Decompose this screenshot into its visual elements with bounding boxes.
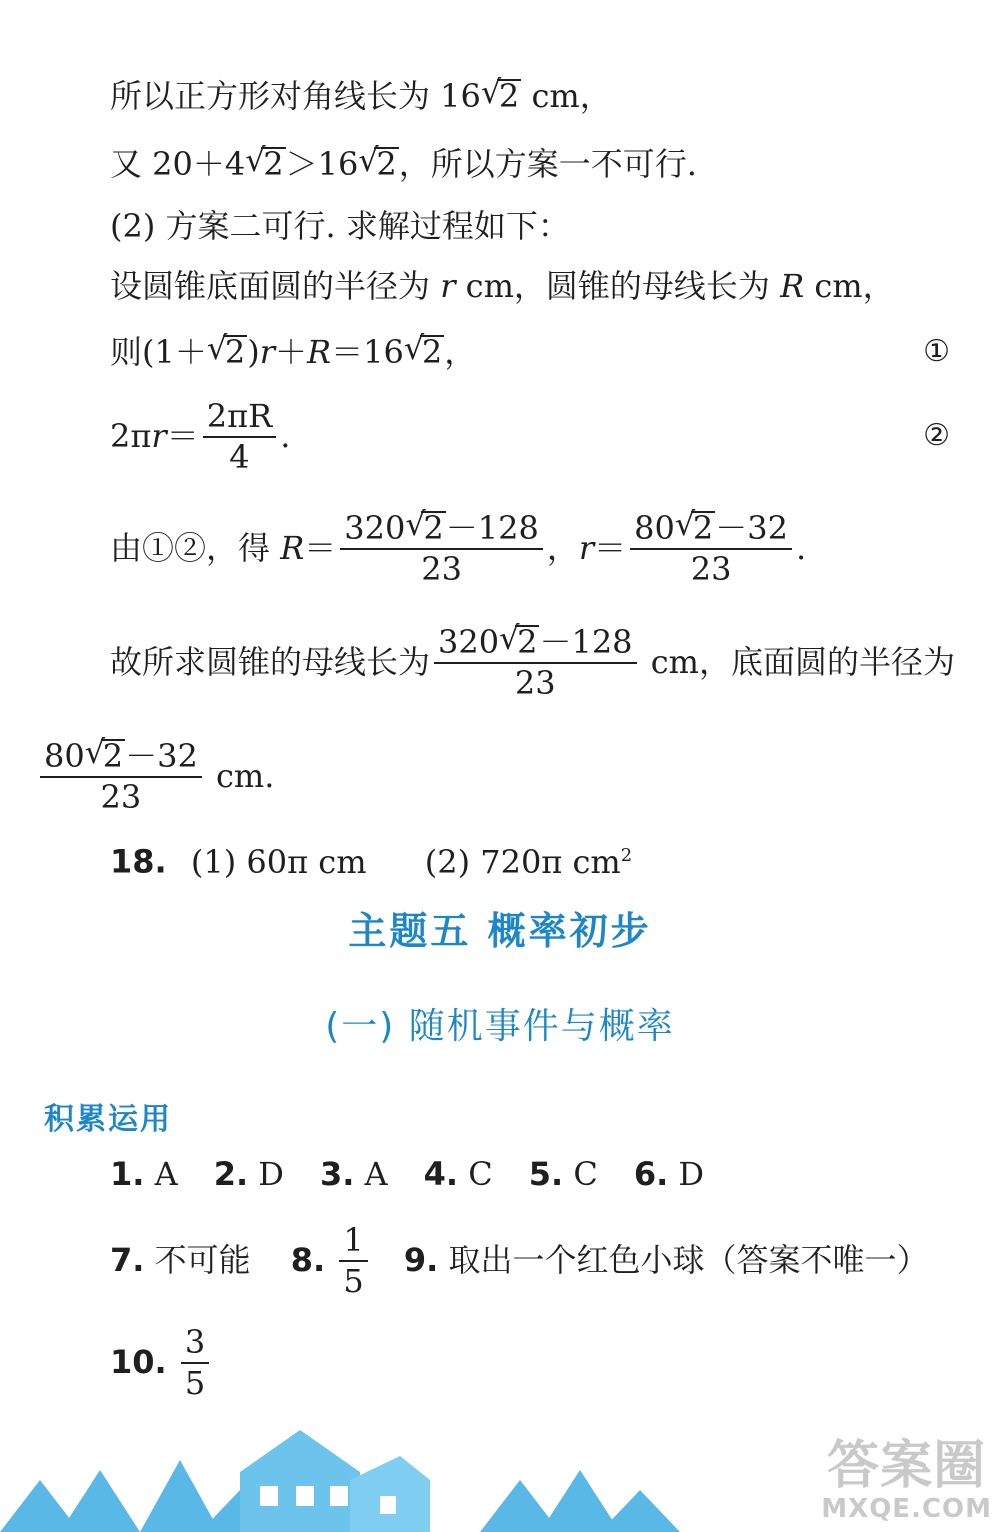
sqrt-symbol: √ 2 [206,329,246,371]
fraction-radius: 80 √ 2－32 23 [40,736,202,816]
equation-1: 则(1＋ √ 2)r＋R＝16 √ 2， ① [110,329,950,371]
answers-row-2: 7. 不可能 8. $\frac{1}{5}$ 9. 取出一个红色小球（答案不唯一） [110,1221,929,1300]
fraction-slant: 320 √ 2－128 23 [434,622,637,702]
section-title: (一) 随机事件与概率 [325,1006,675,1047]
sqrt-symbol: √ 2 [403,329,443,371]
sqrt-symbol: √ 2 [245,141,284,183]
fraction-answer-8: $\frac{1}{5}$ [339,1220,367,1300]
sqrt-symbol: √ 2 [480,73,520,115]
answers-row-3: 10. $\frac{3}{5}$ [110,1322,213,1402]
fraction-R: 320 √ 2－128 23 [340,508,543,588]
fraction-answer-10: $\frac{3}{5}$ [181,1322,209,1402]
watermark-logo: 答案圈 MXQE.COM [821,1436,992,1524]
sqrt-symbol: √ 2 [358,141,397,183]
answers-row-1: 1. A 2. D 3. A 4. C 5. C 6. D [110,1155,705,1193]
text-line-3: (2) 方案二可行. 求解过程如下： [110,207,570,245]
solution-line: 由①②，得 R＝ 320 √ 2－128 23 ，r＝ 80 √ 2－32 23 . [110,505,807,588]
text-line-1: 所以正方形对角线长为 16 √ 2 cm， [110,73,612,115]
equation-marker-2: ② [923,418,950,453]
text-line-2: 又 20＋4 √ 2＞16 √ 2，所以方案一不可行. [110,141,697,183]
chapter-title: 主题五 概率初步 [348,909,652,953]
fraction: $\frac{2\pi R}{4}$ [203,396,276,476]
conclusion-line: 故所求圆锥的母线长为 320 √ 2－128 23 cm，底面圆的半径为 [110,619,955,702]
question-18: 18. (1) 60π cm (2) 720π $cm^2$ [110,842,633,881]
subsection-heading: 积累运用 [44,1102,172,1137]
conclusion-line-2: 80 √ 2－32 23 cm. [36,736,274,816]
equation-marker-1: ① [923,334,950,369]
fraction-r: 80 √ 2－32 23 [630,508,792,588]
equation-2: 2πr＝ $\frac{2\pi R}{4}$ . ② [110,397,950,476]
text-line-4: 设圆锥底面圆的半径为 r cm，圆锥的母线长为 R cm， [110,267,895,305]
